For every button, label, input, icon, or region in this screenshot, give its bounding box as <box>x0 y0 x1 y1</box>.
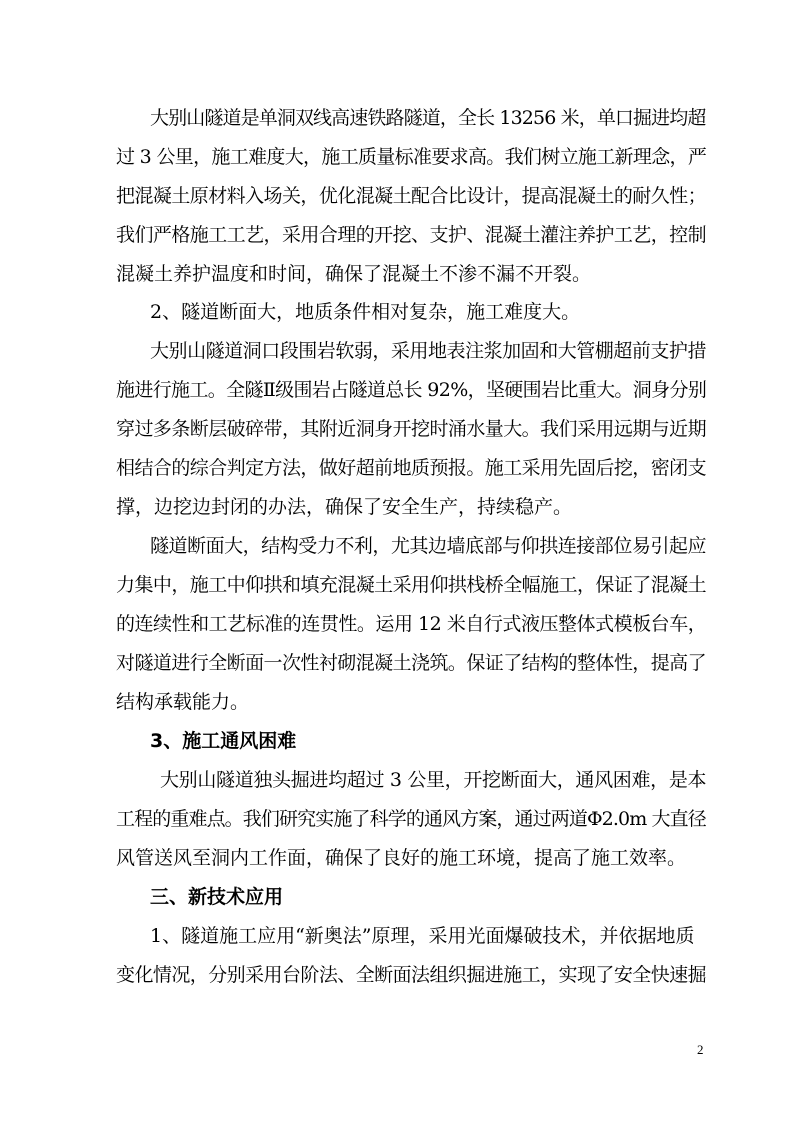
section-heading: 3、施工通风困难 <box>150 730 297 752</box>
text-line: 我们严格施工工艺，采用合理的开挖、支护、混凝土灌注养护工艺，控制 <box>116 224 707 246</box>
text-line: 撑，边挖边封闭的办法，确保了安全生产，持续稳产。 <box>116 496 573 518</box>
text-line: 大别山隧道洞口段围岩软弱，采用地表注浆加固和大管棚超前支护措 <box>150 340 707 362</box>
text-line: 对隧道进行全断面一次性衬砌混凝土浇筑。保证了结构的整体性，提高了 <box>116 652 707 674</box>
text-line: 大别山隧道是单洞双线高速铁路隧道，全长 13256 米，单口掘进均超 <box>150 107 706 129</box>
text-line: 风管送风至洞内工作面，确保了良好的施工环境，提高了施工效率。 <box>116 847 687 869</box>
text-line: 施进行施工。全隧Ⅱ级围岩占隧道总长 92%，坚硬围岩比重大。洞身分别 <box>116 379 707 401</box>
text-line: 相结合的综合判定方法，做好超前地质预报。施工采用先固后挖，密闭支 <box>116 457 707 479</box>
page-number: 2 <box>697 1042 704 1057</box>
text-line: 结构承载能力。 <box>116 691 250 713</box>
text-line: 穿过多条断层破碎带，其附近洞身开挖时涌水量大。我们采用远期与近期 <box>116 418 707 440</box>
text-line: 的连续性和工艺标准的连贯性。运用 12 米自行式液压整体式模板台车， <box>116 613 707 635</box>
text-line: 隧道断面大，结构受力不利，尤其边墙底部与仰拱连接部位易引起应 <box>150 535 707 557</box>
text-line: 力集中，施工中仰拱和填充混凝土采用仰拱栈桥全幅施工，保证了混凝土 <box>116 574 707 596</box>
text-line: 混凝土养护温度和时间，确保了混凝土不渗不漏不开裂。 <box>116 263 592 285</box>
section-heading: 三、新技术应用 <box>150 886 284 908</box>
text-line: 1、隧道施工应用“新奥法”原理，采用光面爆破技术，并依据地质 <box>150 925 695 947</box>
text-line: 把混凝土原材料入场关，优化混凝土配合比设计，提高混凝土的耐久性； <box>116 185 707 207</box>
text-line: 过 3 公里，施工难度大，施工质量标准要求高。我们树立施工新理念，严 <box>116 146 707 168</box>
text-line: 2、隧道断面大，地质条件相对复杂，施工难度大。 <box>150 301 581 323</box>
text-line: 大别山隧道独头掘进均超过 3 公里，开挖断面大，通风困难，是本 <box>160 769 707 791</box>
text-line: 工程的重难点。我们研究实施了科学的通风方案，通过两道Φ2.0m 大直径 <box>116 808 706 830</box>
text-line: 变化情况，分别采用台阶法、全断面法组织掘进施工，实现了安全快速掘 <box>116 964 707 986</box>
